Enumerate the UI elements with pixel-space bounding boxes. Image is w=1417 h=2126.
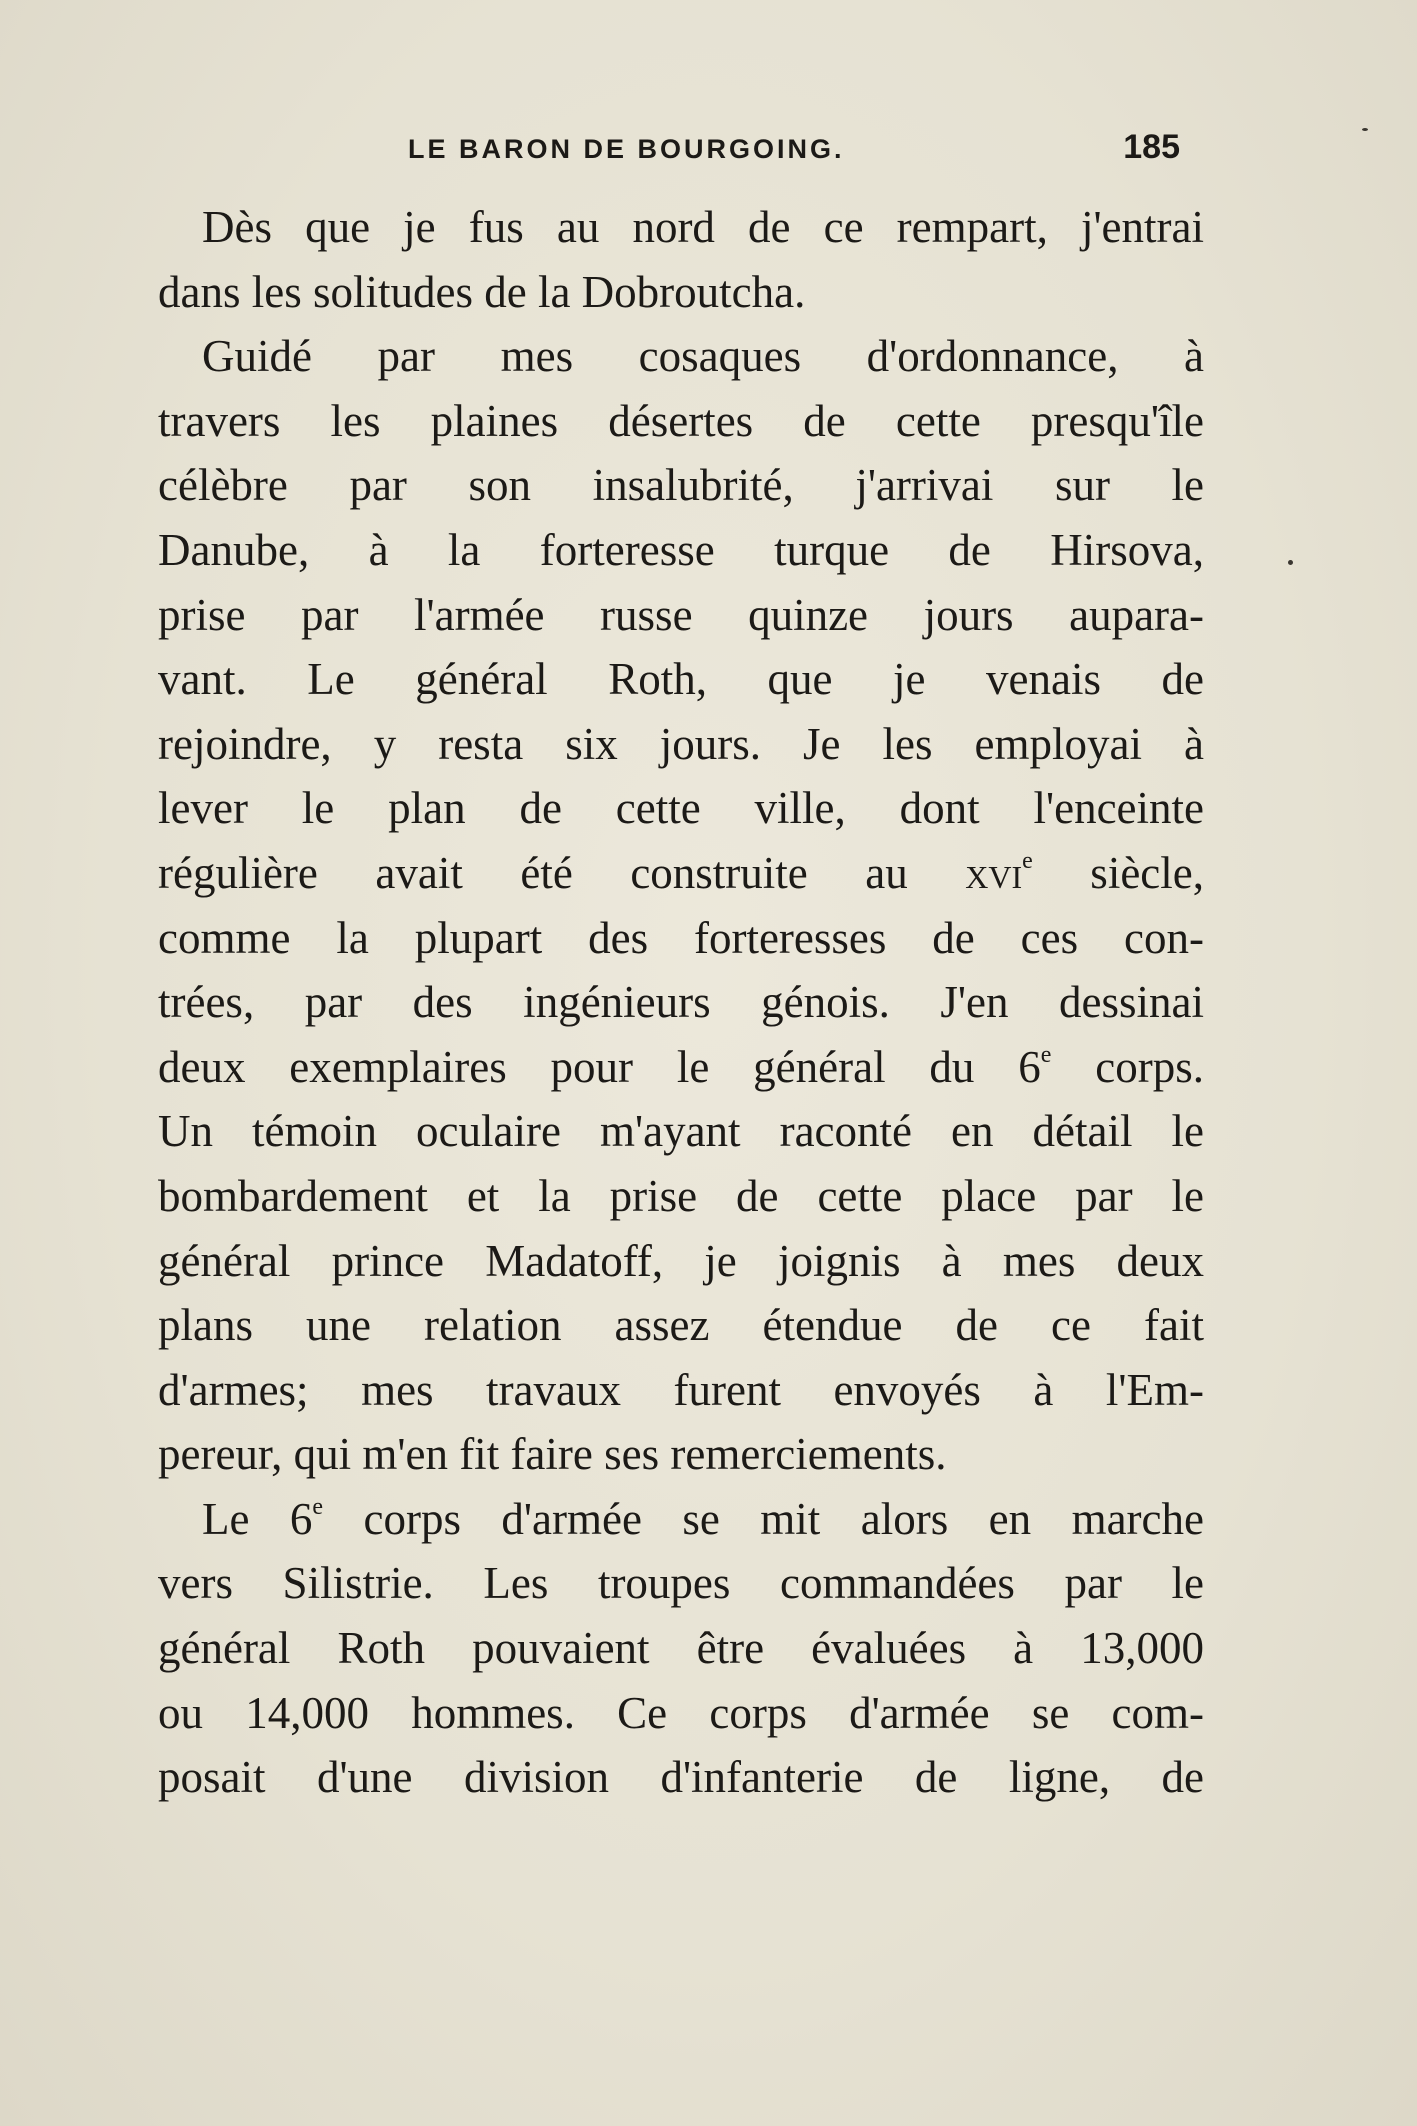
- text-line: Guidé par mes cosaques d'ordonnance, à: [202, 331, 1204, 382]
- text-line: posait d'une division d'infanterie de ligne, de: [158, 1752, 1204, 1803]
- text-line: dans les solitudes de la Dobroutcha.: [158, 266, 806, 317]
- text-line: général prince Madatoff, je joignis à mes deux: [158, 1235, 1204, 1286]
- page-number: 185: [1123, 128, 1180, 166]
- text-line: deux exemplaires pour le général du 6e corps.: [158, 1041, 1204, 1092]
- text-line: travers les plaines désertes de cette presqu'île: [158, 395, 1204, 446]
- text-line: vant. Le général Roth, que je venais de: [158, 654, 1204, 705]
- text-line: plans une relation assez étendue de ce fait: [158, 1300, 1204, 1351]
- text-line: prise par l'armée russe quinze jours aupara-: [158, 589, 1204, 640]
- text-line: régulière avait été construite au xvi$^e$ siècle,: [158, 847, 1204, 898]
- text-line: Dès que je fus au nord de ce rempart, j'entrai: [202, 202, 1204, 252]
- text-line: trées, par des ingénieurs génois. J'en dessinai: [158, 977, 1204, 1028]
- text-line: comme la plupart des forteresses de ces con-: [158, 912, 1204, 963]
- text-line: d'armes; mes travaux furent envoyés à l'Em-: [158, 1364, 1204, 1415]
- text-line: Le 6e corps d'armée se mit alors en marche: [202, 1493, 1204, 1544]
- text-line: bombardement et la prise de cette place par le: [158, 1170, 1204, 1221]
- text-line: Danube, à la forteresse turque de Hirsova,: [158, 524, 1204, 575]
- body-text: [158, 195, 1204, 1810]
- text-line: rejoindre, y resta six jours. Je les employai à: [158, 718, 1204, 769]
- text-line: général Roth pouvaient être évaluées à 13,000: [158, 1623, 1204, 1674]
- text-line: vers Silistrie. Les troupes commandées par le: [158, 1558, 1204, 1609]
- ink-speck: [1288, 560, 1293, 565]
- text-line: pereur, qui m'en fit faire ses remerciements.: [158, 1429, 947, 1480]
- text-line: lever le plan de cette ville, dont l'enceinte: [158, 783, 1204, 834]
- text-line: ou 14,000 hommes. Ce corps d'armée se com-: [158, 1687, 1204, 1738]
- ink-speck: [1362, 128, 1368, 131]
- running-head: [160, 128, 1180, 178]
- text-line: Un témoin oculaire m'ayant raconté en détail le: [158, 1106, 1204, 1157]
- running-head-title: LE BARON DE BOURGOING.: [408, 134, 845, 164]
- text-line: célèbre par son insalubrité, j'arrivai sur le: [158, 460, 1204, 511]
